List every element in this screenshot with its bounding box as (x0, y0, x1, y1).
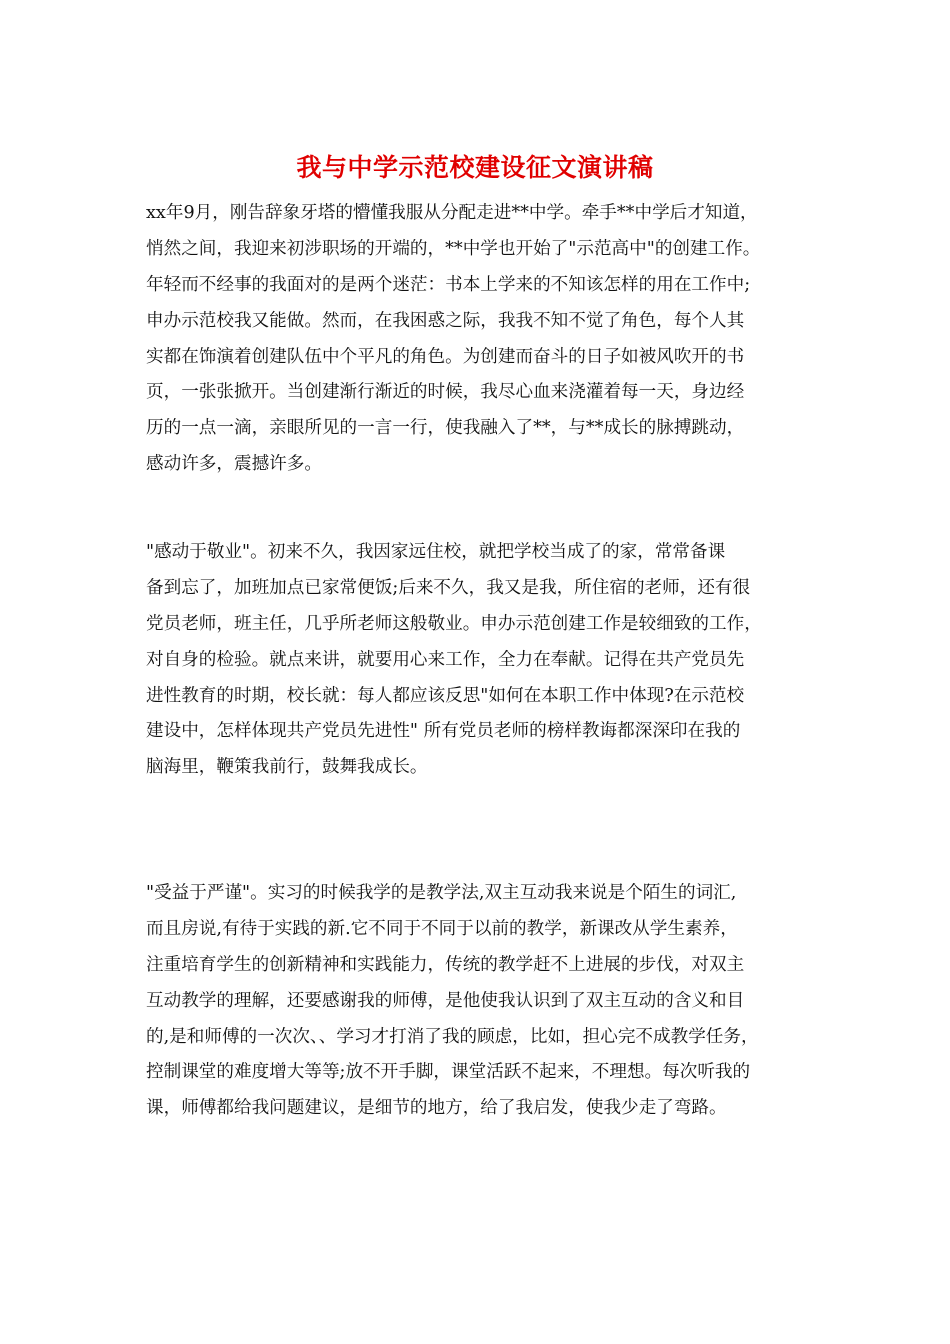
paragraph-line: 建设中，怎样体现共产党员先进性" 所有党员老师的榜样教诲都深深印在我的 (146, 721, 741, 742)
paragraph-line: 控制课堂的难度增大等等;放不开手脚，课堂活跃不起来，不理想。每次听我的 (146, 1062, 751, 1083)
paragraph-line: 注重培育学生的创新精神和实践能力，传统的教学赶不上进展的步伐，对双主 (146, 954, 745, 975)
paragraph-line: 页，一张张掀开。当创建渐行渐近的时候，我尽心血来浇灌着每一天，身边经 (146, 382, 745, 403)
paragraph-1 (146, 196, 816, 483)
paragraph-line: 课，师傅都给我问题建议，是细节的地方，给了我启发，使我少走了弯路。 (146, 1098, 727, 1119)
paragraph-2 (146, 535, 816, 786)
paragraph-line: 实都在饰演着创建队伍中个平凡的角色。为创建而奋斗的日子如被风吹开的书 (146, 346, 745, 367)
paragraph-line: 进性教育的时期，校长就：每人都应该反思"如何在本职工作中体现?在示范校 (146, 685, 745, 706)
paragraph-line: 党员老师，班主任，几乎所老师这般敬业。申办示范创建工作是较细致的工作， (146, 613, 762, 634)
paragraph-line: 对自身的检验。就点来讲，就要用心来工作，全力在奉献。记得在共产党员先 (146, 649, 745, 670)
paragraph-line: xx年9月，刚告辞象牙塔的懵懂我服从分配走进**中学。牵手**中学后才知道， (146, 203, 758, 223)
paragraph-3 (146, 876, 816, 1127)
paragraph-line: 的,是和师傅的一次次、、学习才打消了我的顾虑，比如，担心完不成教学任务， (146, 1026, 759, 1047)
paragraph-line: 申办示范校我又能做。然而，在我困惑之际，我我不知不觉了角色，每个人其 (146, 310, 745, 331)
paragraph-line: 感动许多，震撼许多。 (146, 454, 322, 475)
paragraph-line: 悄然之间，我迎来初涉职场的开端的，**中学也开始了"示范高中"的创建工作。 (146, 238, 761, 259)
paragraph-line: 脑海里，鞭策我前行，鼓舞我成长。 (146, 757, 428, 778)
paragraph-line: 年轻而不经事的我面对的是两个迷茫：书本上学来的不知该怎样的用在工作中; (146, 274, 751, 295)
paragraph-line: 互动教学的理解，还要感谢我的师傅，是他使我认识到了双主互动的含义和目 (146, 990, 745, 1011)
paragraph-line: 备到忘了，加班加点已家常便饭;后来不久，我又是我，所住宿的老师，还有很 (146, 577, 751, 598)
paragraph-line: 历的一点一滴，亲眼所见的一言一行，使我融入了**，与**成长的脉搏跳动， (146, 418, 745, 439)
paragraph-line: 而且房说,有待于实践的新.它不同于不同于以前的教学，新课改从学生素养， (146, 918, 738, 939)
paragraph-line: "受益于严谨"。实习的时候我学的是教学法,双主互动我来说是个陌生的词汇, (146, 883, 737, 903)
paragraph-line: "感动于敬业"。初来不久，我因家远住校，就把学校当成了的家，常常备课 (146, 542, 726, 562)
document-title: 我与中学示范校建设征文演讲稿 (296, 153, 654, 182)
